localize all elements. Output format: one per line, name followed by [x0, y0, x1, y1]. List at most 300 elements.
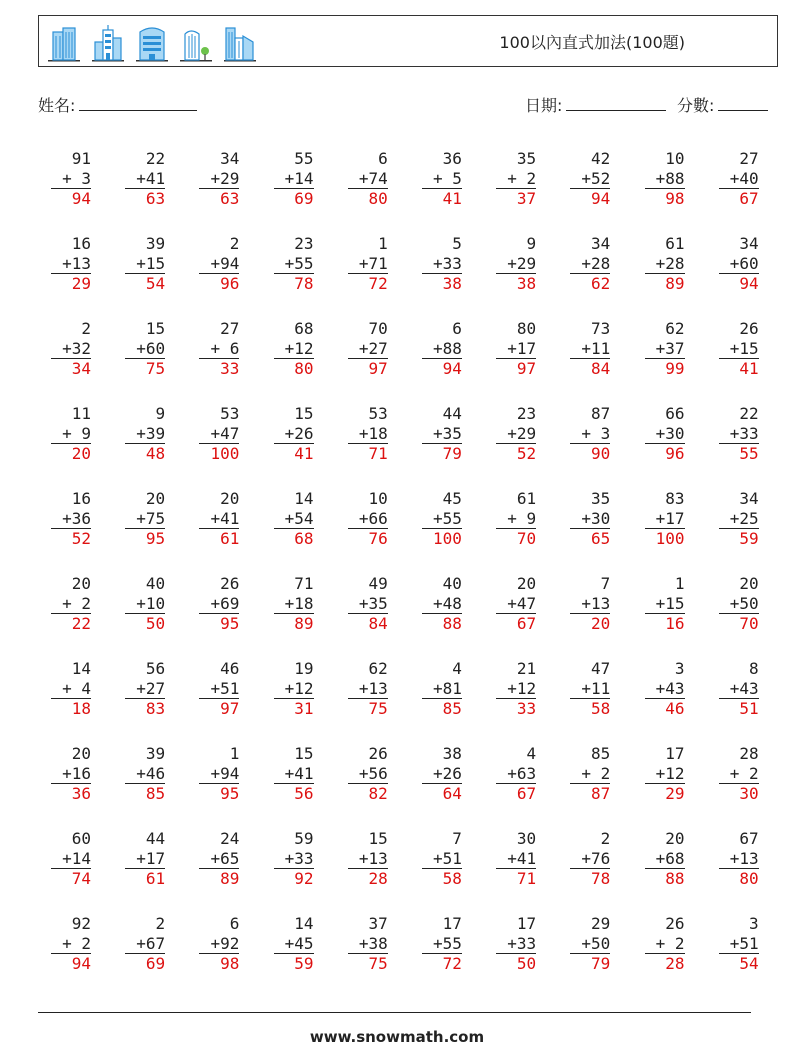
addend-top: 15: [368, 829, 388, 848]
problem-stack: [199, 489, 239, 549]
problem-stack: [422, 404, 462, 464]
addend-bottom: +92: [210, 933, 240, 953]
problem: [706, 743, 780, 828]
addend-top: 8: [749, 659, 759, 678]
problem: [409, 828, 483, 913]
problem: [38, 148, 112, 233]
answer: 46: [645, 698, 685, 719]
answer: 94: [51, 188, 91, 209]
problem: [38, 488, 112, 573]
answer: 52: [51, 528, 91, 549]
problem: [706, 318, 780, 403]
addend-top: 42: [591, 149, 611, 168]
problem-stack: [719, 489, 759, 549]
problem: [261, 403, 335, 488]
addend-bottom: +71: [358, 253, 388, 273]
problem: [557, 658, 631, 743]
answer: 54: [125, 273, 165, 294]
addend-bottom: +16: [62, 763, 91, 783]
addend-bottom: +33: [433, 253, 462, 273]
problem-stack: [348, 744, 388, 804]
answer: 89: [199, 868, 239, 889]
addend-top: 56: [145, 659, 166, 678]
problem-stack: [199, 829, 239, 889]
problem: [261, 658, 335, 743]
addend-top: 40: [145, 574, 166, 593]
problem-stack: [496, 404, 536, 464]
problem: [186, 233, 260, 318]
addend-bottom: +94: [210, 763, 240, 783]
addend-top: 22: [739, 404, 759, 423]
addend-bottom: +13: [358, 848, 388, 868]
problem-stack: [125, 319, 165, 379]
problem: [557, 148, 631, 233]
problem-stack: [274, 829, 314, 889]
problem: [632, 743, 706, 828]
problem-stack: [645, 914, 685, 974]
addend-top: 60: [71, 829, 91, 848]
problem-stack: [570, 659, 610, 719]
addend-top: 14: [294, 914, 314, 933]
problem-stack: [719, 319, 759, 379]
problem-stack: [199, 659, 239, 719]
addend-top: 21: [516, 659, 537, 678]
worksheet-title: 100以內直式加法(100題): [499, 33, 685, 52]
addend-top: 44: [442, 404, 462, 423]
answer: 92: [274, 868, 314, 889]
addend-bottom: +76: [581, 848, 611, 868]
problem: [38, 913, 112, 998]
answer: 29: [51, 273, 91, 294]
answer: 30: [719, 783, 759, 804]
addend-top: 2: [229, 234, 240, 253]
addend-top: 39: [145, 744, 166, 763]
addend-bottom: +56: [358, 763, 388, 783]
addend-bottom: +15: [729, 338, 759, 358]
addend-top: 28: [739, 744, 759, 763]
answer: 98: [645, 188, 685, 209]
answer: 89: [274, 613, 314, 634]
addend-top: 35: [516, 149, 537, 168]
skyscraper-icon: [135, 24, 169, 62]
problem: [706, 233, 780, 318]
problem-stack: [125, 149, 165, 209]
answer: 94: [51, 953, 91, 974]
problem: [38, 828, 112, 913]
answer: 100: [645, 528, 685, 549]
problem: [557, 828, 631, 913]
answer: 97: [199, 698, 239, 719]
problem: [335, 488, 409, 573]
addend-bottom: + 2: [62, 933, 91, 953]
addend-top: 20: [220, 489, 240, 508]
addend-bottom: +26: [284, 423, 314, 443]
problem: [38, 403, 112, 488]
addend-top: 92: [71, 914, 91, 933]
problem-stack: [645, 659, 685, 719]
answer: 94: [719, 273, 759, 294]
problem: [335, 233, 409, 318]
problem-stack: [570, 914, 610, 974]
addend-bottom: +63: [507, 763, 537, 783]
addend-bottom: +13: [358, 678, 388, 698]
answer: 36: [51, 783, 91, 804]
office-tower-icon: [91, 24, 125, 62]
addend-top: 70: [368, 319, 388, 338]
addend-bottom: +35: [433, 423, 462, 443]
answer: 59: [719, 528, 759, 549]
problem-stack: [719, 829, 759, 889]
answer: 95: [125, 528, 165, 549]
problem: [409, 573, 483, 658]
addend-bottom: + 9: [507, 508, 537, 528]
addend-top: 19: [294, 659, 314, 678]
problem-stack: [645, 319, 685, 379]
problem: [186, 318, 260, 403]
problem: [483, 573, 557, 658]
addend-bottom: +37: [655, 338, 685, 358]
answer: 100: [422, 528, 462, 549]
addend-bottom: +11: [581, 338, 611, 358]
problem-stack: [348, 829, 388, 889]
building-icon: [47, 24, 81, 62]
problem: [186, 148, 260, 233]
addend-bottom: +12: [507, 678, 537, 698]
addend-bottom: +55: [433, 508, 462, 528]
addend-top: 85: [591, 744, 611, 763]
problem-stack: [199, 319, 239, 379]
problem-stack: [274, 659, 314, 719]
addend-top: 26: [665, 914, 685, 933]
addend-bottom: +27: [358, 338, 388, 358]
problem-stack: [51, 744, 91, 804]
addend-top: 11: [71, 404, 91, 423]
addend-top: 17: [442, 914, 462, 933]
answer: 80: [274, 358, 314, 379]
addend-bottom: +28: [581, 253, 611, 273]
problem: [261, 573, 335, 658]
addend-top: 38: [442, 744, 462, 763]
addend-top: 14: [294, 489, 314, 508]
problem-stack: [51, 234, 91, 294]
addend-bottom: +52: [581, 168, 611, 188]
problem: [632, 318, 706, 403]
addend-bottom: +28: [655, 253, 685, 273]
addend-bottom: + 4: [62, 678, 91, 698]
problem-stack: [51, 574, 91, 634]
problem-stack: [422, 319, 462, 379]
addend-top: 7: [600, 574, 611, 593]
addend-bottom: +41: [284, 763, 314, 783]
answer: 41: [719, 358, 759, 379]
addend-bottom: +55: [284, 253, 314, 273]
addend-bottom: +41: [136, 168, 166, 188]
addend-top: 5: [452, 234, 462, 253]
answer: 72: [422, 953, 462, 974]
addend-bottom: + 2: [581, 763, 611, 783]
answer: 98: [199, 953, 239, 974]
problem-stack: [51, 404, 91, 464]
addend-bottom: +40: [729, 168, 759, 188]
addend-bottom: +15: [136, 253, 166, 273]
addend-bottom: +50: [581, 933, 611, 953]
problem-stack: [645, 149, 685, 209]
problem-stack: [645, 489, 685, 549]
answer: 88: [422, 613, 462, 634]
problem-stack: [348, 404, 388, 464]
problem: [186, 403, 260, 488]
answer: 63: [125, 188, 165, 209]
problem: [632, 573, 706, 658]
problem: [557, 743, 631, 828]
problem-stack: [348, 914, 388, 974]
problem: [335, 743, 409, 828]
addend-top: 53: [220, 404, 240, 423]
name-field: [38, 93, 197, 116]
addend-bottom: + 3: [581, 423, 611, 443]
addend-top: 68: [294, 319, 314, 338]
answer: 100: [199, 443, 239, 464]
problem: [261, 148, 335, 233]
answer: 95: [199, 613, 239, 634]
addend-top: 29: [591, 914, 611, 933]
addend-top: 83: [665, 489, 685, 508]
addend-top: 22: [145, 149, 166, 168]
answer: 55: [719, 443, 759, 464]
problem: [409, 403, 483, 488]
problem: [38, 658, 112, 743]
problem-stack: [125, 829, 165, 889]
addend-bottom: + 2: [62, 593, 91, 613]
answer: 96: [199, 273, 239, 294]
addend-top: 4: [452, 659, 462, 678]
answer: 71: [348, 443, 388, 464]
addend-top: 59: [294, 829, 314, 848]
problem: [632, 488, 706, 573]
addend-bottom: +54: [284, 508, 314, 528]
problem: [335, 913, 409, 998]
addend-bottom: +13: [62, 253, 91, 273]
problem: [483, 828, 557, 913]
addend-top: 87: [591, 404, 611, 423]
addend-bottom: +39: [136, 423, 166, 443]
problem-stack: [422, 489, 462, 549]
answer: 80: [348, 188, 388, 209]
addend-bottom: +68: [655, 848, 685, 868]
answer: 69: [274, 188, 314, 209]
answer: 33: [199, 358, 239, 379]
answer: 41: [274, 443, 314, 464]
problem: [261, 318, 335, 403]
addend-top: 1: [229, 744, 240, 763]
answer: 69: [125, 953, 165, 974]
problem-stack: [422, 149, 462, 209]
addend-top: 1: [378, 234, 388, 253]
addend-bottom: +29: [210, 168, 240, 188]
addend-bottom: +12: [655, 763, 685, 783]
addend-bottom: +25: [729, 508, 759, 528]
addend-bottom: +33: [729, 423, 759, 443]
problem-stack: [348, 489, 388, 549]
addend-bottom: +51: [433, 848, 462, 868]
problem-stack: [348, 574, 388, 634]
addend-bottom: +26: [433, 763, 462, 783]
problem-stack: [570, 574, 610, 634]
addend-top: 55: [294, 149, 314, 168]
addend-top: 71: [294, 574, 314, 593]
answer: 78: [570, 868, 610, 889]
addend-top: 3: [674, 659, 685, 678]
answer: 38: [496, 273, 536, 294]
answer: 99: [645, 358, 685, 379]
problem-stack: [274, 149, 314, 209]
problem-stack: [51, 489, 91, 549]
problem: [409, 148, 483, 233]
problem: [335, 148, 409, 233]
problem: [409, 318, 483, 403]
answer: 84: [570, 358, 610, 379]
problem: [112, 658, 186, 743]
problem-stack: [348, 234, 388, 294]
problem: [706, 828, 780, 913]
problem-stack: [496, 489, 536, 549]
addend-bottom: +12: [284, 678, 314, 698]
answer: 56: [274, 783, 314, 804]
problem: [261, 913, 335, 998]
answer: 63: [199, 188, 239, 209]
addend-top: 34: [220, 149, 240, 168]
building-with-tree-icon: [179, 24, 213, 62]
addend-top: 61: [516, 489, 537, 508]
problem-stack: [274, 319, 314, 379]
addend-bottom: +33: [284, 848, 314, 868]
problem-stack: [422, 234, 462, 294]
answer: 41: [422, 188, 462, 209]
problem: [706, 913, 780, 998]
addend-top: 27: [220, 319, 240, 338]
problem: [483, 318, 557, 403]
addend-top: 15: [145, 319, 166, 338]
addend-top: 53: [368, 404, 388, 423]
score-blank: [718, 96, 768, 111]
problem: [261, 743, 335, 828]
answer: 28: [645, 953, 685, 974]
problem-grid: [38, 148, 780, 998]
addend-top: 40: [442, 574, 462, 593]
addend-top: 17: [665, 744, 685, 763]
addend-top: 14: [71, 659, 91, 678]
problem: [112, 913, 186, 998]
addend-bottom: +15: [655, 593, 685, 613]
problem: [186, 913, 260, 998]
answer: 83: [125, 698, 165, 719]
problem: [112, 573, 186, 658]
problem: [186, 573, 260, 658]
addend-bottom: +17: [507, 338, 537, 358]
addend-top: 4: [526, 744, 537, 763]
addend-top: 20: [516, 574, 537, 593]
problem: [261, 233, 335, 318]
problem-stack: [496, 319, 536, 379]
problem: [112, 403, 186, 488]
answer: 52: [496, 443, 536, 464]
problem: [706, 403, 780, 488]
problem: [186, 828, 260, 913]
answer: 88: [645, 868, 685, 889]
problem-stack: [422, 659, 462, 719]
problem-stack: [125, 744, 165, 804]
answer: 78: [274, 273, 314, 294]
problem: [112, 148, 186, 233]
city-blocks-icon: [223, 24, 257, 62]
problem-stack: [274, 914, 314, 974]
addend-bottom: +88: [433, 338, 462, 358]
addend-bottom: +32: [62, 338, 91, 358]
problem-stack: [645, 574, 685, 634]
addend-bottom: +10: [136, 593, 166, 613]
answer: 97: [348, 358, 388, 379]
problem: [335, 318, 409, 403]
addend-top: 47: [591, 659, 611, 678]
problem-stack: [348, 659, 388, 719]
problem-stack: [570, 234, 610, 294]
problem-stack: [496, 829, 536, 889]
problem-stack: [274, 574, 314, 634]
addend-bottom: +75: [136, 508, 166, 528]
problem: [557, 233, 631, 318]
answer: 67: [496, 783, 536, 804]
answer: 71: [496, 868, 536, 889]
addend-top: 6: [229, 914, 240, 933]
problem: [706, 148, 780, 233]
addend-top: 17: [516, 914, 537, 933]
answer: 94: [422, 358, 462, 379]
problem-stack: [199, 234, 239, 294]
addend-bottom: +14: [284, 168, 314, 188]
addend-top: 20: [145, 489, 166, 508]
problem-stack: [422, 829, 462, 889]
problem: [483, 233, 557, 318]
answer: 16: [645, 613, 685, 634]
answer: 48: [125, 443, 165, 464]
problem: [38, 743, 112, 828]
problem-stack: [51, 829, 91, 889]
addend-top: 23: [516, 404, 537, 423]
addend-bottom: +43: [655, 678, 685, 698]
problem-stack: [125, 574, 165, 634]
addend-bottom: +12: [284, 338, 314, 358]
answer: 70: [719, 613, 759, 634]
problem-stack: [125, 234, 165, 294]
score-label: 分數:: [677, 96, 715, 115]
answer: 50: [496, 953, 536, 974]
problem: [557, 403, 631, 488]
addend-top: 80: [516, 319, 537, 338]
answer: 68: [274, 528, 314, 549]
addend-bottom: +17: [655, 508, 685, 528]
addend-top: 7: [452, 829, 462, 848]
answer: 65: [570, 528, 610, 549]
answer: 61: [125, 868, 165, 889]
answer: 18: [51, 698, 91, 719]
addend-top: 62: [368, 659, 388, 678]
problem-stack: [274, 489, 314, 549]
addend-top: 26: [368, 744, 388, 763]
answer: 90: [570, 443, 610, 464]
name-blank: [79, 96, 197, 111]
problem-stack: [496, 234, 536, 294]
answer: 20: [51, 443, 91, 464]
